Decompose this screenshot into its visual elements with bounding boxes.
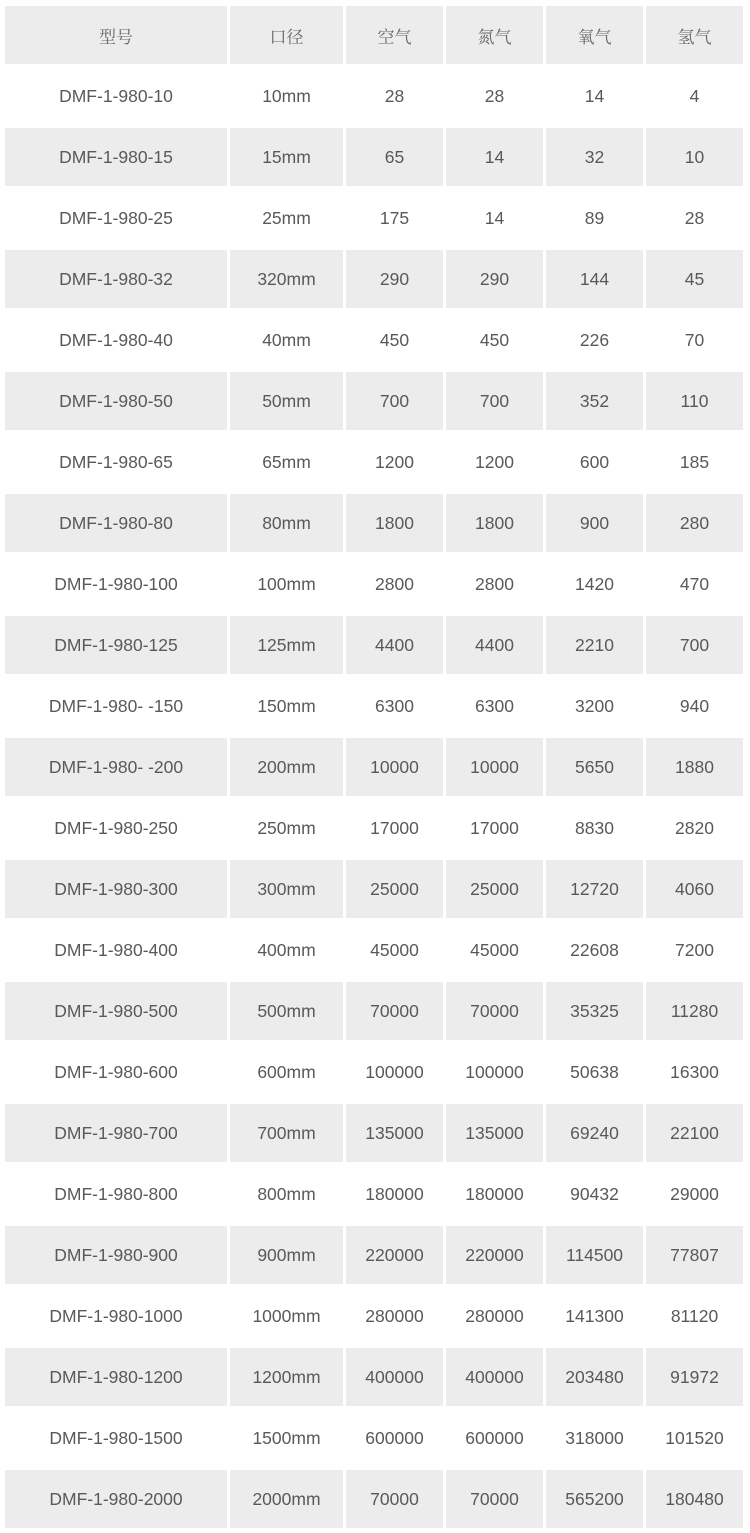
cell-nitrogen: 25000: [446, 860, 543, 918]
table-row: [5, 67, 743, 125]
cell-bore: 1000mm: [230, 1287, 343, 1345]
cell-hydrogen: 45: [646, 250, 743, 308]
cell-hydrogen: 2820: [646, 799, 743, 857]
cell-oxygen: 203480: [546, 1348, 643, 1406]
table-row: [5, 189, 743, 247]
cell-oxygen: 12720: [546, 860, 643, 918]
header-bore: 口径: [230, 6, 343, 64]
cell-nitrogen: 180000: [446, 1165, 543, 1223]
cell-model: DMF-1-980-2000: [5, 1470, 227, 1528]
cell-air: 700: [346, 372, 443, 430]
cell-oxygen: 2210: [546, 616, 643, 674]
cell-hydrogen: 7200: [646, 921, 743, 979]
cell-nitrogen: 17000: [446, 799, 543, 857]
cell-air: 2800: [346, 555, 443, 613]
cell-air: 70000: [346, 1470, 443, 1528]
table-row: [5, 1226, 743, 1284]
cell-model: DMF-1-980-25: [5, 189, 227, 247]
cell-air: 4400: [346, 616, 443, 674]
cell-bore: 800mm: [230, 1165, 343, 1223]
cell-nitrogen: 450: [446, 311, 543, 369]
cell-bore: 150mm: [230, 677, 343, 735]
cell-hydrogen: 280: [646, 494, 743, 552]
header-air: 空气: [346, 6, 443, 64]
cell-nitrogen: 100000: [446, 1043, 543, 1101]
cell-hydrogen: 28: [646, 189, 743, 247]
cell-nitrogen: 600000: [446, 1409, 543, 1467]
cell-air: 135000: [346, 1104, 443, 1162]
cell-model: DMF-1-980-32: [5, 250, 227, 308]
cell-nitrogen: 70000: [446, 982, 543, 1040]
cell-model: DMF-1-980-15: [5, 128, 227, 186]
cell-hydrogen: 1880: [646, 738, 743, 796]
table-row: [5, 128, 743, 186]
cell-model: DMF-1-980-80: [5, 494, 227, 552]
table-row: [5, 1287, 743, 1345]
cell-model: DMF-1-980-900: [5, 1226, 227, 1284]
cell-model: DMF-1-980- -200: [5, 738, 227, 796]
cell-oxygen: 32: [546, 128, 643, 186]
cell-hydrogen: 16300: [646, 1043, 743, 1101]
cell-oxygen: 565200: [546, 1470, 643, 1528]
cell-bore: 40mm: [230, 311, 343, 369]
table-row: [5, 1470, 743, 1528]
cell-oxygen: 318000: [546, 1409, 643, 1467]
table-row: [5, 372, 743, 430]
cell-hydrogen: 70: [646, 311, 743, 369]
cell-oxygen: 1420: [546, 555, 643, 613]
cell-bore: 100mm: [230, 555, 343, 613]
cell-air: 70000: [346, 982, 443, 1040]
cell-oxygen: 226: [546, 311, 643, 369]
cell-hydrogen: 185: [646, 433, 743, 491]
cell-hydrogen: 91972: [646, 1348, 743, 1406]
cell-nitrogen: 2800: [446, 555, 543, 613]
table-row: [5, 494, 743, 552]
cell-bore: 600mm: [230, 1043, 343, 1101]
cell-oxygen: 90432: [546, 1165, 643, 1223]
header-row: [5, 6, 743, 64]
cell-bore: 200mm: [230, 738, 343, 796]
cell-oxygen: 5650: [546, 738, 643, 796]
cell-nitrogen: 220000: [446, 1226, 543, 1284]
cell-nitrogen: 290: [446, 250, 543, 308]
cell-nitrogen: 10000: [446, 738, 543, 796]
cell-model: DMF-1-980-65: [5, 433, 227, 491]
cell-bore: 300mm: [230, 860, 343, 918]
header-model: 型号: [5, 6, 227, 64]
cell-hydrogen: 470: [646, 555, 743, 613]
cell-nitrogen: 1800: [446, 494, 543, 552]
cell-hydrogen: 180480: [646, 1470, 743, 1528]
cell-air: 1200: [346, 433, 443, 491]
cell-bore: 1200mm: [230, 1348, 343, 1406]
table-header: [5, 6, 743, 64]
cell-nitrogen: 700: [446, 372, 543, 430]
table-row: [5, 982, 743, 1040]
cell-nitrogen: 14: [446, 189, 543, 247]
cell-model: DMF-1-980-500: [5, 982, 227, 1040]
cell-air: 10000: [346, 738, 443, 796]
table-body: [5, 67, 743, 1528]
cell-air: 220000: [346, 1226, 443, 1284]
cell-oxygen: 141300: [546, 1287, 643, 1345]
table-row: [5, 860, 743, 918]
table-row: [5, 555, 743, 613]
cell-bore: 900mm: [230, 1226, 343, 1284]
cell-hydrogen: 10: [646, 128, 743, 186]
cell-hydrogen: 11280: [646, 982, 743, 1040]
cell-nitrogen: 28: [446, 67, 543, 125]
table-row: [5, 1165, 743, 1223]
cell-oxygen: 22608: [546, 921, 643, 979]
table-row: [5, 1409, 743, 1467]
cell-oxygen: 144: [546, 250, 643, 308]
cell-air: 28: [346, 67, 443, 125]
cell-nitrogen: 1200: [446, 433, 543, 491]
cell-oxygen: 89: [546, 189, 643, 247]
cell-air: 17000: [346, 799, 443, 857]
cell-nitrogen: 14: [446, 128, 543, 186]
cell-model: DMF-1-980-300: [5, 860, 227, 918]
cell-model: DMF-1-980-1000: [5, 1287, 227, 1345]
table-row: [5, 1348, 743, 1406]
table-row: [5, 1104, 743, 1162]
table-row: [5, 311, 743, 369]
cell-air: 45000: [346, 921, 443, 979]
cell-model: DMF-1-980-600: [5, 1043, 227, 1101]
cell-model: DMF-1-980-50: [5, 372, 227, 430]
cell-air: 180000: [346, 1165, 443, 1223]
cell-bore: 65mm: [230, 433, 343, 491]
cell-hydrogen: 77807: [646, 1226, 743, 1284]
cell-bore: 700mm: [230, 1104, 343, 1162]
cell-model: DMF-1-980-1500: [5, 1409, 227, 1467]
cell-nitrogen: 45000: [446, 921, 543, 979]
cell-bore: 25mm: [230, 189, 343, 247]
cell-bore: 1500mm: [230, 1409, 343, 1467]
header-hydrogen: 氢气: [646, 6, 743, 64]
cell-bore: 10mm: [230, 67, 343, 125]
table-row: [5, 677, 743, 735]
cell-air: 6300: [346, 677, 443, 735]
cell-air: 600000: [346, 1409, 443, 1467]
header-nitrogen: 氮气: [446, 6, 543, 64]
table-row: [5, 921, 743, 979]
cell-hydrogen: 4060: [646, 860, 743, 918]
cell-bore: 80mm: [230, 494, 343, 552]
cell-oxygen: 352: [546, 372, 643, 430]
cell-air: 450: [346, 311, 443, 369]
cell-air: 400000: [346, 1348, 443, 1406]
cell-bore: 250mm: [230, 799, 343, 857]
cell-air: 100000: [346, 1043, 443, 1101]
cell-hydrogen: 81120: [646, 1287, 743, 1345]
cell-hydrogen: 22100: [646, 1104, 743, 1162]
cell-model: DMF-1-980-100: [5, 555, 227, 613]
cell-hydrogen: 29000: [646, 1165, 743, 1223]
cell-oxygen: 114500: [546, 1226, 643, 1284]
cell-model: DMF-1-980-125: [5, 616, 227, 674]
cell-bore: 320mm: [230, 250, 343, 308]
cell-oxygen: 8830: [546, 799, 643, 857]
cell-model: DMF-1-980-700: [5, 1104, 227, 1162]
table-row: [5, 250, 743, 308]
cell-hydrogen: 4: [646, 67, 743, 125]
cell-oxygen: 3200: [546, 677, 643, 735]
cell-air: 65: [346, 128, 443, 186]
cell-model: DMF-1-980-250: [5, 799, 227, 857]
cell-bore: 400mm: [230, 921, 343, 979]
cell-nitrogen: 135000: [446, 1104, 543, 1162]
cell-nitrogen: 70000: [446, 1470, 543, 1528]
table-row: [5, 799, 743, 857]
cell-oxygen: 35325: [546, 982, 643, 1040]
table-row: [5, 1043, 743, 1101]
cell-oxygen: 69240: [546, 1104, 643, 1162]
cell-air: 25000: [346, 860, 443, 918]
header-oxygen: 氧气: [546, 6, 643, 64]
cell-model: DMF-1-980-1200: [5, 1348, 227, 1406]
cell-air: 1800: [346, 494, 443, 552]
cell-oxygen: 50638: [546, 1043, 643, 1101]
cell-model: DMF-1-980-800: [5, 1165, 227, 1223]
cell-model: DMF-1-980-400: [5, 921, 227, 979]
cell-bore: 500mm: [230, 982, 343, 1040]
table-row: [5, 433, 743, 491]
table-row: [5, 738, 743, 796]
cell-bore: 125mm: [230, 616, 343, 674]
cell-nitrogen: 6300: [446, 677, 543, 735]
cell-model: DMF-1-980- -150: [5, 677, 227, 735]
cell-nitrogen: 280000: [446, 1287, 543, 1345]
cell-hydrogen: 700: [646, 616, 743, 674]
cell-bore: 50mm: [230, 372, 343, 430]
cell-air: 175: [346, 189, 443, 247]
cell-hydrogen: 110: [646, 372, 743, 430]
cell-oxygen: 900: [546, 494, 643, 552]
cell-air: 280000: [346, 1287, 443, 1345]
cell-model: DMF-1-980-10: [5, 67, 227, 125]
cell-air: 290: [346, 250, 443, 308]
cell-oxygen: 14: [546, 67, 643, 125]
cell-bore: 15mm: [230, 128, 343, 186]
cell-bore: 2000mm: [230, 1470, 343, 1528]
cell-model: DMF-1-980-40: [5, 311, 227, 369]
cell-oxygen: 600: [546, 433, 643, 491]
cell-nitrogen: 4400: [446, 616, 543, 674]
cell-hydrogen: 940: [646, 677, 743, 735]
flow-spec-table: [2, 3, 746, 1531]
cell-hydrogen: 101520: [646, 1409, 743, 1467]
table-row: [5, 616, 743, 674]
cell-nitrogen: 400000: [446, 1348, 543, 1406]
